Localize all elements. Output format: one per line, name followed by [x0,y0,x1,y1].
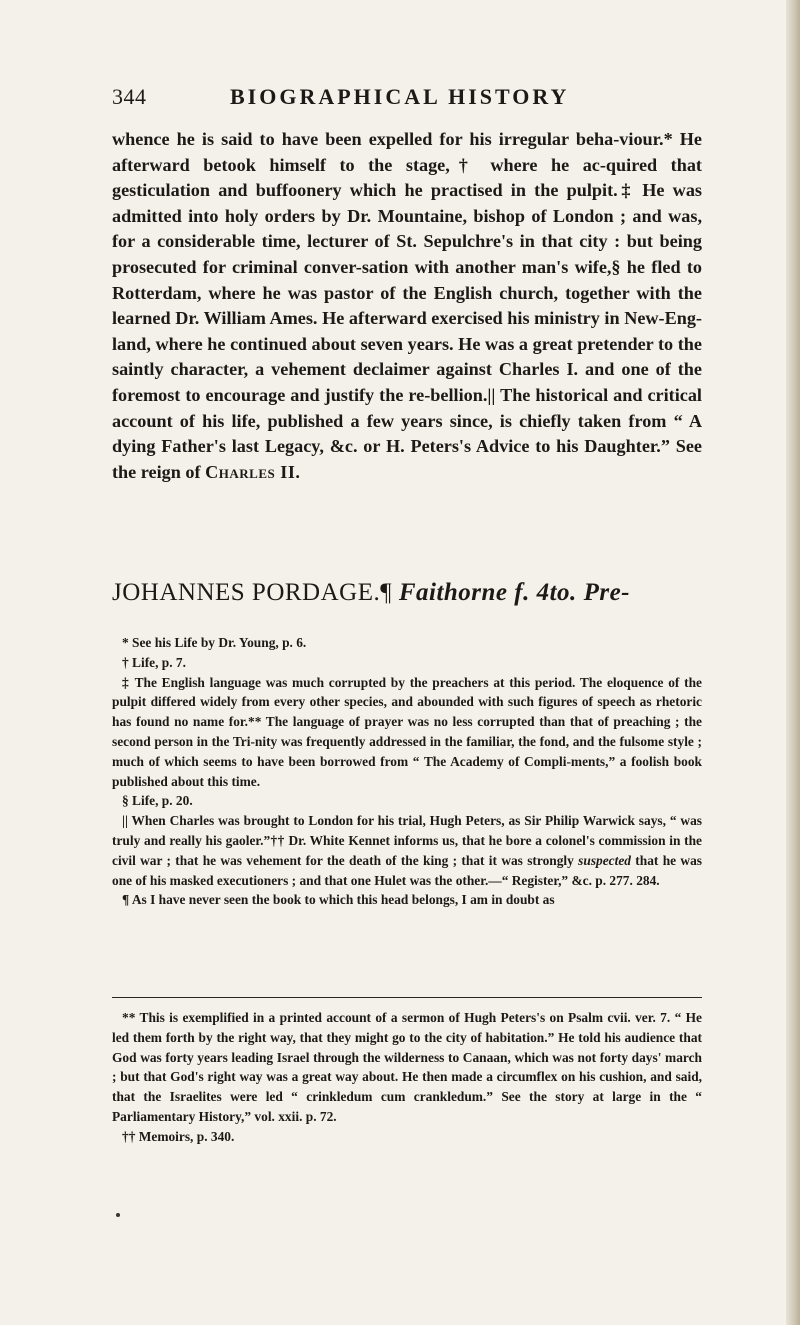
main-text [112,127,702,485]
secondary-footnote: †† Memoirs, p. 340. [122,1128,235,1144]
portrait-entry-heading [112,578,702,608]
footnote-emphasis: suspected [578,852,631,868]
footnote: § Life, p. 20. [122,793,193,809]
footnote: † Life, p. 7. [122,654,186,670]
ink-speck [116,1213,120,1217]
main-paragraph [112,127,702,485]
reign-reference: Charles II. [205,461,301,482]
secondary-footnotes [112,1008,702,1147]
paragraph-text: whence he is said to have been expelled for his irregular beha-viour.* He afterward betook himself to the stage,† where he ac-quired that gesticulation and buffoonery which he practised in the pulpit.‡ He was admitted into holy orders by Dr. Mountaine, bishop of London ; and was, for a considerable time, lecturer of St. Sepulchre's in that city : but being prosecuted for criminal conver-sation with another man's wife,§ he fled to Rotterdam, where he was pastor of the English church, together with the learned Dr. William Ames. He afterward exercised his ministry in New-Eng-land, where he continued about seven years. He was a great pretender to the saintly character, a vehement declaimer against Charles I. and one of the foremost to encourage and justify the re-bellion.|| The historical and critical account of his life, published a few years since, is chiefly taken from “ A dying Father's last Legacy, &c. or H. Peters's Advice to his Daughter.” See the reign of [112,129,702,482]
footnote: * See his Life by Dr. Young, p. 6. [122,635,307,650]
entry-name: JOHANNES PORDAGE.¶ [112,579,393,606]
footnote: ‡ The English language was much corrupted by the preachers at this period. The eloquence of the pulpit differed widely from every other species, and abounded with such figures of speech as rhetoric has found no name for.** The language of prayer was no less corrupted than that of preaching ; the second person in the Tri-nity was frequently addressed in the familiar, the fond, and the fulsome style ; much of which seems to have been borrowed from “ The Academy of Compli-ments,” a foolish book published about this time. [112,674,702,789]
footnote: ¶ As I have never seen the book to which this head belongs, I am in doubt as [122,892,555,908]
print-format: 4to. [536,579,577,606]
footnote-text: that he was one of his masked executioners ; and that one Hulet was the other.—“ Register,” &c. p. 277. 284. [112,852,702,888]
engraver-credit: Faithorne f. [398,579,530,606]
running-head: BIOGRAPHICAL HISTORY [230,84,570,109]
page-number: 344 [112,84,147,109]
page-edge-shadow [786,0,800,1325]
footnotes [112,633,702,910]
continued-word: Pre- [583,579,630,606]
footnote [112,811,702,890]
page-header [112,84,612,114]
footnote-divider [112,997,702,998]
secondary-footnote: ** This is exemplified in a printed account of a sermon of Hugh Peters's on Psalm cvii. ver. 7. “ He led them forth by the right way, that they might go to the city of habitation.” He told his audience that God was forty years leading Israel through the wilderness to Canaan, which was not forty days' march ; but that God's right way was a great way about. He then made a circumflex on his cushion, and said, that the Israelites were led “ crinkledum cum crankledum.” See the story at large in the “ Parliamentary History,” vol. xxii. p. 72. [112,1010,702,1124]
footnote-text: || When Charles was brought to London for his trial, Hugh Peters, as Sir Philip Warwick says, “ was truly and really his gaoler.”†† Dr. White Kennet informs us, that he bore a colonel's commission in the civil war ; that he was vehement for the death of the king ; that it was strongly [112,813,702,868]
